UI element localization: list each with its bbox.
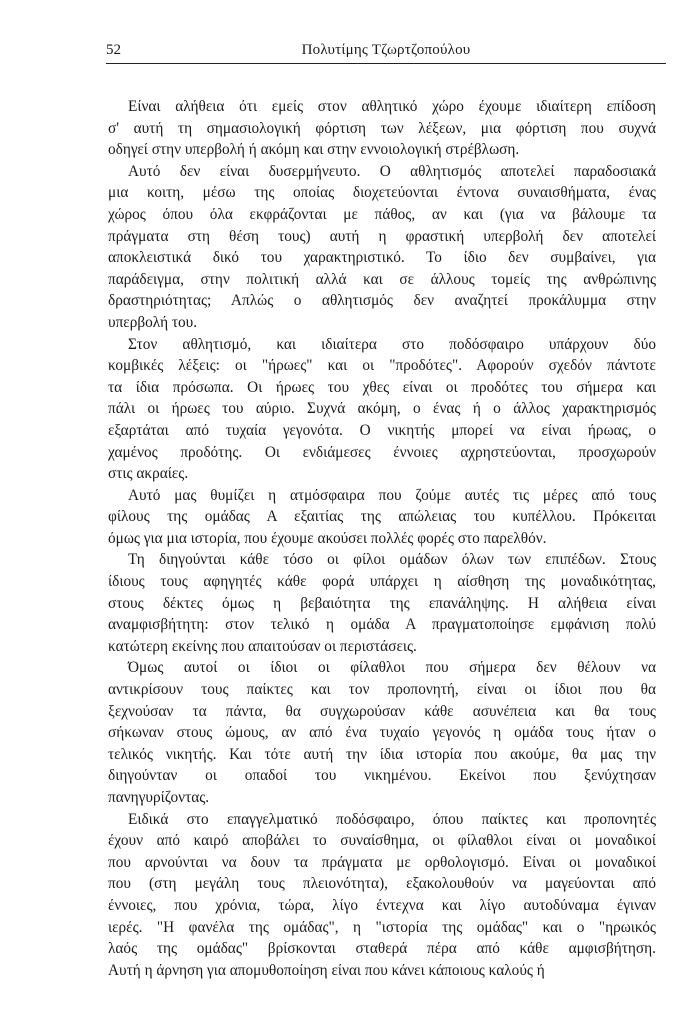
text-line: αποκλειστικά δικό του χαρακτηριστικό. Το ίδιο δεν συμβαίνει, για: [108, 249, 656, 267]
text-line: όμως για μια ιστορία, που έχουμε ακούσει πολλές φορές στο παρελθόν.: [108, 529, 547, 547]
text-line: Είναι αλήθεια ότι εμείς στον αθλητικό χώρο έχουμε ιδιαίτερη επίδοση: [128, 98, 656, 115]
text-line: Τη διηγούνται κάθε τόσο οι φίλοι ομάδων όλων των επιπέδων. Στους: [128, 551, 656, 569]
body-text: [108, 96, 656, 981]
text-line: διηγούνταν οι οπαδοί του νικημένου. Εκείνοι που ξενύχτησαν: [108, 767, 656, 785]
paragraph: [108, 334, 656, 485]
text-line: χαμένος προδότης. Οι ενδιάμεσες έννοιες αχρηστεύονται, προσχωρούν: [108, 443, 656, 461]
running-title: Πολυτίμης Τζωρτζοπούλου: [301, 42, 471, 58]
paragraph: [108, 657, 656, 808]
paragraph: [108, 96, 656, 161]
text-line: ίδιους τους αφηγητές κάθε φορά υπάρχει η αίσθηση της μοναδικότητας,: [108, 573, 656, 591]
text-line: χώρος όπου όλα εκφράζονται με πάθος, αν και (για να βάλουμε τα: [108, 205, 656, 223]
text-line: φίλους της ομάδας Α εξαιτίας της απώλειας του κυπέλλου. Πρόκειται: [108, 508, 656, 526]
text-line: σ' αυτή τη σημασιολογική φόρτιση των λέξεων, μια φόρτιση που συχνά: [108, 119, 656, 137]
paragraph: [108, 549, 656, 657]
paragraph: [108, 161, 656, 334]
text-line: οδηγεί στην υπερβολή ή ακόμη και στην εννοιολογική στρέβλωση.: [108, 141, 520, 159]
text-line: αντικρίσουν τους παίκτες και τον προπονητή, είναι οι ίδιοι που θα: [108, 681, 656, 699]
text-line: που (στη μεγάλη τους πλειονότητα), εξακολουθούν να μαγεύονται από: [108, 875, 656, 893]
paragraph: [108, 485, 656, 550]
text-line: πράγματα στη θέση τους) αυτή η φραστική υπερβολή δεν αποτελεί: [108, 227, 656, 245]
text-line: Στον αθλητισμό, και ιδιαίτερα στο ποδόσφαιρο υπάρχουν δύο: [128, 335, 656, 353]
text-line: πανηγυρίζοντας.: [108, 789, 210, 806]
text-line: πάλι οι ήρωες του αύριο. Συχνά ακόμη, ο ένας ή ο άλλος χαρακτηρισμός: [108, 400, 656, 418]
text-line: τα ίδια πρόσωπα. Οι ήρωες του χθες είναι οι προδότες του σήμερα και: [108, 378, 656, 396]
text-line: Όμως αυτοί οι ίδιοι οι φίλαθλοι που σήμερα δεν θέλουν να: [128, 659, 656, 677]
text-line: εξαρτάται από τυχαία γεγονότα. Ο νικητής μπορεί να είναι ήρωας, ο: [108, 421, 656, 439]
text-line: σήκωναν στους ώμους, αν από ένα τυχαίο γεγονός η ομάδα τους ήταν ο: [108, 724, 656, 742]
text-line: ιερές. "Η φανέλα της ομάδας", η "ιστορία της ομάδας" και ο "ηρωικός: [108, 918, 656, 936]
text-line: μια κοιτη, μέσω της οποίας διοχετεύονται έντονα συναισθήματα, ένας: [108, 184, 656, 202]
page-header: [106, 40, 666, 70]
text-line: έχουν από καιρό αποβάλει το συναίσθημα, οι φίλαθλοι είναι οι μοναδικοί: [108, 832, 656, 850]
text-line: Αυτή η άρνηση για απομυθοποίηση είναι που κάνει κάποιους καλούς ή: [108, 961, 545, 979]
text-line: στους δέκτες όμως η βεβαιότητα της επανάληψης. Η αλήθεια είναι: [108, 594, 656, 612]
text-line: κομβικές λέξεις: οι "ήρωες" και οι "προδότες". Αφορούν σχεδόν πάντοτε: [108, 357, 656, 375]
paragraph: [108, 809, 656, 982]
header-rule: [106, 63, 666, 64]
text-line: έννοιες, που χρόνια, τώρα, λίγο έντεχνα και λίγο αυτοδύναμα έγιναν: [108, 896, 656, 914]
text-line: Αυτό δεν είναι δυσερμήνευτο. Ο αθλητισμός αποτελεί παραδοσιακά: [128, 162, 656, 180]
text-line: υπερβολή του.: [108, 313, 198, 331]
text-line: κατώτερη εκείνης που απαιτούσαν οι περιστάσεις.: [108, 637, 417, 655]
text-line: που αρνούνται να δουν τα πράγματα με ορθολογισμό. Είναι οι μοναδικοί: [108, 853, 656, 871]
text-line: Αυτό μας θυμίζει η ατμόσφαιρα που ζούμε αυτές τις μέρες από τους: [128, 486, 656, 504]
text-line: στις ακραίες.: [108, 465, 189, 483]
page-number: 52: [106, 42, 121, 58]
text-line: ξεχνούσαν τα πάντα, θα συγχωρούσαν κάθε ασυνέπεια και θα τους: [108, 702, 656, 720]
text-line: παράδειγμα, στην πολιτική αλλά και σε άλλους τομείς της ανθρώπινης: [108, 270, 656, 288]
text-line: λαός της ομάδας" βρίσκονται σταθερά πέρα από κάθε αμφισβήτηση.: [108, 940, 656, 958]
text-line: δραστηριότητας; Απλώς ο αθλητισμός δεν αναζητεί προκάλυμμα στην: [108, 292, 656, 310]
text-line: Ειδικά στο επαγγελματικό ποδόσφαιρο, όπου παίκτες και προπονητές: [128, 810, 656, 828]
text-line: αναμφισβήτητη: στον τελικό η ομάδα Α πραγματοποίησε εμφάνιση πολύ: [108, 616, 656, 634]
text-line: τελικός νικητής. Και τότε αυτή την ίδια ιστορία που ακούμε, θα μας την: [108, 745, 656, 763]
